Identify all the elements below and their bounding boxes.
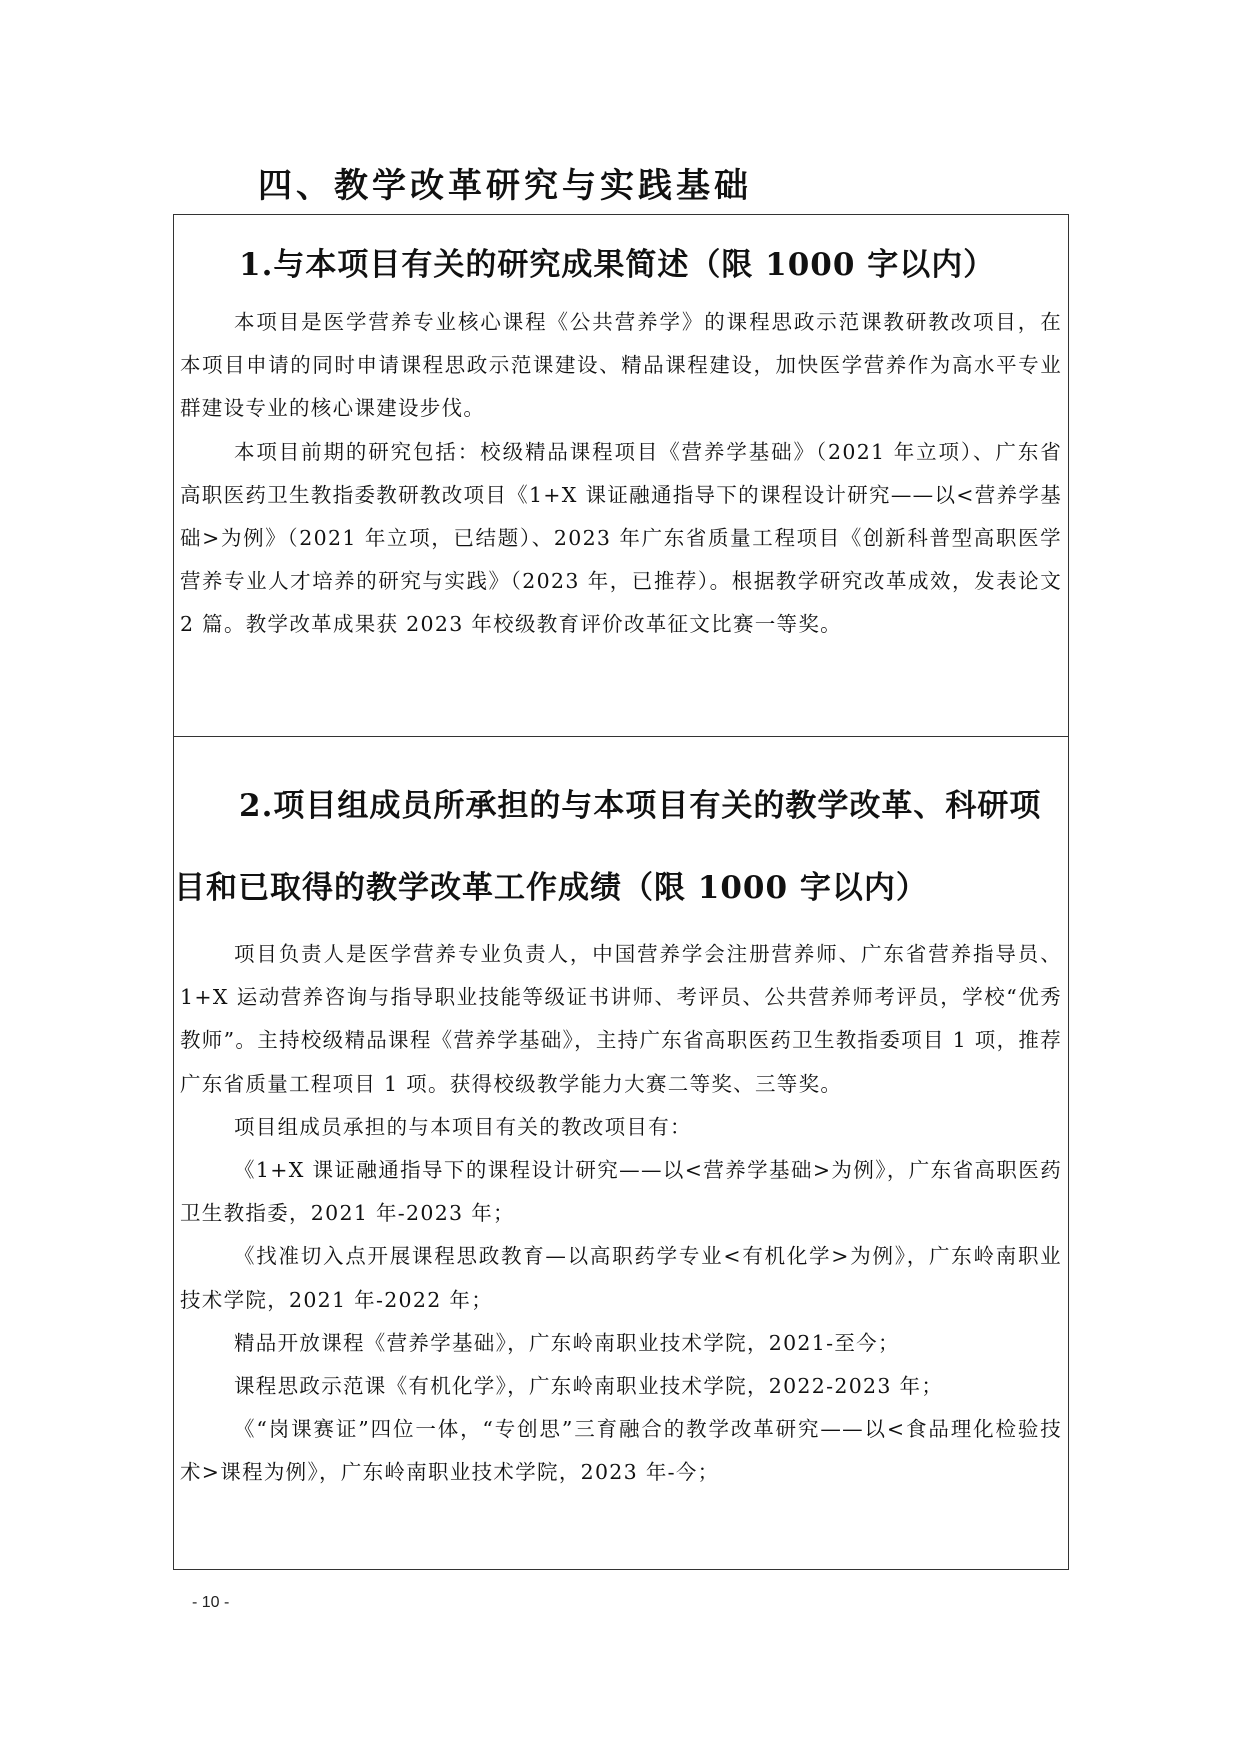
research-summary-title: 1.与本项目有关的研究成果简述（限 1000 字以内）	[239, 247, 996, 283]
member-projects-content	[174, 929, 1068, 1495]
project-item: 《“岗课赛证”四位一体，“专创思”三育融合的教学改革研究——以<食品理化检验技术>课程为例》，广东岭南职业技术学院，2023 年-今；	[180, 1417, 1062, 1485]
section-title: 四、教学改革研究与实践基础	[258, 166, 752, 206]
paragraph: 项目负责人是医学营养专业负责人，中国营养学会注册营养师、广东省营养指导员、1+X 运动营养咨询与指导职业技能等级证书讲师、考评员、公共营养师考评员，学校“优秀教师”。主持校级精品课程《营养学基础》，主持广东省高职医药卫生教指委项目 1 项，推荐广东省质量工程项目 1 项。获得校级教学能力大赛二等奖、三等奖。	[180, 942, 1062, 1096]
project-item: 精品开放课程《营养学基础》，广东岭南职业技术学院，2021-至今；	[234, 1330, 900, 1355]
page-number: - 10 -	[192, 1594, 230, 1611]
paragraph: 本项目前期的研究包括：校级精品课程项目《营养学基础》（2021 年立项）、广东省高职医药卫生教指委教研教改项目《1+X 课证融通指导下的课程设计研究——以<营养学基础>为例》（2021 年立项，已结题）、2023 年广东省质量工程项目《创新科普型高职医学营养专业人才培养的研究与实践》（2023 年，已推荐）。根据教学研究改革成效，发表论文 2 篇。教学改革成果获 2023 年校级教育评价改革征文比赛一等奖。	[180, 439, 1062, 637]
project-item: 《1+X 课证融通指导下的课程设计研究——以<营养学基础>为例》，广东省高职医药卫生教指委，2021 年-2023 年；	[180, 1158, 1062, 1226]
paragraph: 本项目是医学营养专业核心课程《公共营养学》的课程思政示范课教研教改项目，在本项目申请的同时申请课程思政示范课建设、精品课程建设，加快医学营养作为高水平专业群建设专业的核心课建设步伐。	[180, 310, 1062, 421]
member-projects-title: 2.项目组成员所承担的与本项目有关的教学改革、科研项目和已取得的教学改革工作成绩（限 1000 字以内）	[174, 788, 1042, 906]
project-item: 《找准切入点开展课程思政教育—以高职药学专业<有机化学>为例》，广东岭南职业技术学院，2021 年-2022 年；	[180, 1244, 1062, 1312]
research-summary-box	[173, 214, 1069, 737]
research-summary-content	[174, 297, 1068, 647]
paragraph: 项目组成员承担的与本项目有关的教改项目有：	[234, 1114, 692, 1139]
member-projects-box	[173, 736, 1069, 1570]
project-item: 课程思政示范课《有机化学》，广东岭南职业技术学院，2022-2023 年；	[234, 1374, 944, 1399]
